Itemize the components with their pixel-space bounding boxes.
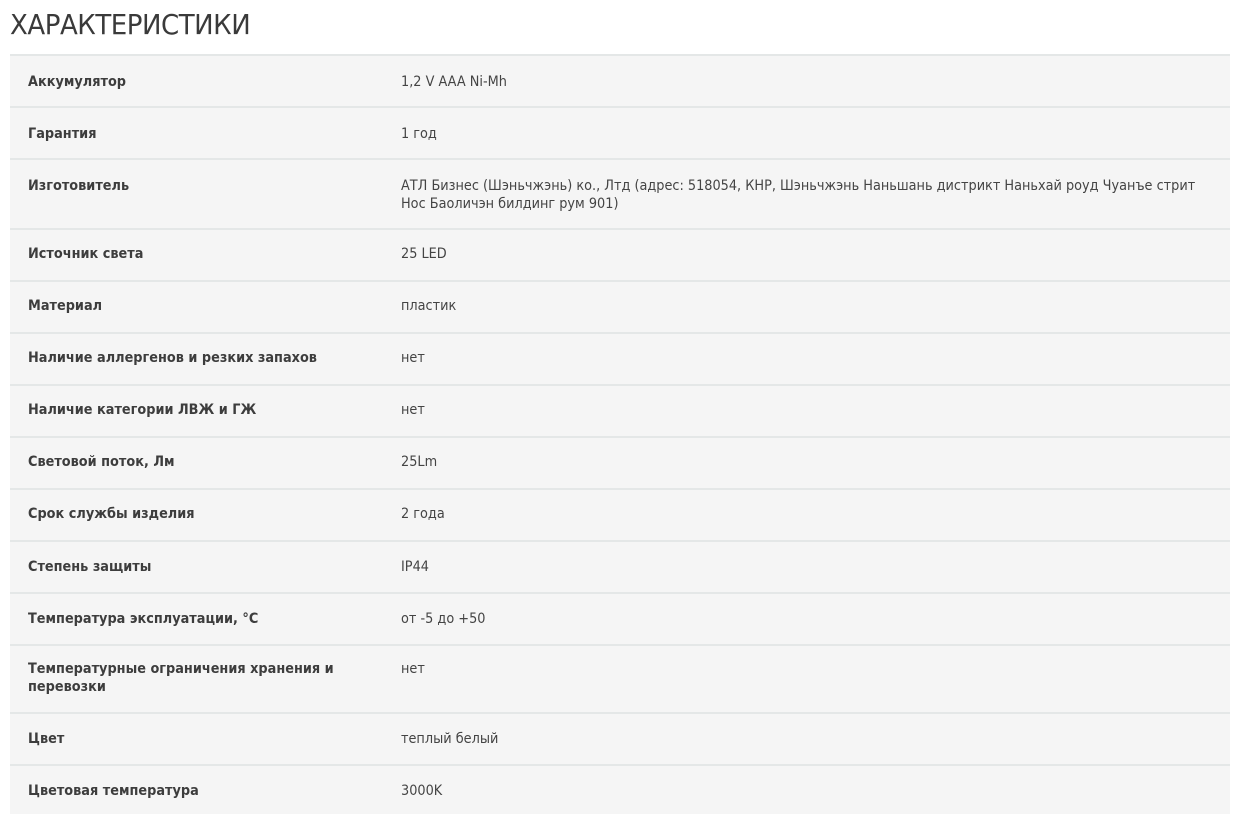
- spec-value: нет: [401, 350, 425, 366]
- spec-row-material: [10, 280, 1230, 332]
- spec-row-warranty: [10, 106, 1230, 158]
- spec-value: IP44: [401, 559, 429, 575]
- spec-row-color-temp: [10, 764, 1230, 814]
- spec-row-protection: [10, 540, 1230, 592]
- spec-row-flammable: [10, 384, 1230, 436]
- spec-row-color: [10, 712, 1230, 764]
- spec-label: Источник света: [28, 246, 144, 262]
- specs-table: [10, 54, 1230, 814]
- spec-row-luminous-flux: [10, 436, 1230, 488]
- spec-row-battery: [10, 54, 1230, 106]
- spec-value: 2 года: [401, 506, 445, 522]
- spec-label: Световой поток, Лм: [28, 454, 175, 470]
- spec-label: Температурные ограничения хранения и перевозки: [28, 661, 334, 695]
- spec-label: Гарантия: [28, 126, 97, 142]
- spec-value: пластик: [401, 298, 457, 314]
- spec-row-service-life: [10, 488, 1230, 540]
- spec-value: от -5 до +50: [401, 611, 486, 627]
- spec-label: Цветовая температура: [28, 783, 199, 799]
- spec-row-manufacturer: [10, 158, 1230, 228]
- spec-value: 25Lm: [401, 454, 438, 470]
- spec-value: АТЛ Бизнес (Шэньчжэнь) ко., Лтд (адрес: 518054, КНР, Шэньчжэнь Наньшань дистрикт Наньхай роуд Чуанъе стрит Нос Баоличэн билдинг рум 901): [401, 178, 1196, 212]
- spec-value: 1 год: [401, 126, 437, 142]
- spec-value: 1,2 V AAA Ni-Mh: [401, 74, 507, 90]
- spec-label: Степень защиты: [28, 559, 152, 575]
- spec-value: нет: [401, 661, 425, 677]
- spec-value: 25 LED: [401, 246, 447, 262]
- spec-label: Срок службы изделия: [28, 506, 195, 522]
- spec-label: Цвет: [28, 731, 65, 747]
- spec-value: нет: [401, 402, 425, 418]
- spec-label: Изготовитель: [28, 178, 130, 194]
- spec-row-operating-temp: [10, 592, 1230, 644]
- spec-label: Наличие категории ЛВЖ и ГЖ: [28, 402, 257, 418]
- spec-label: Аккумулятор: [28, 74, 127, 90]
- spec-row-light-source: [10, 228, 1230, 280]
- spec-label: Температура эксплуатации, °С: [28, 611, 259, 627]
- spec-row-allergens: [10, 332, 1230, 384]
- page-title: ХАРАКТЕРИСТИКИ: [10, 8, 251, 41]
- spec-value: 3000K: [401, 783, 443, 799]
- spec-row-storage-temp: [10, 644, 1230, 712]
- spec-label: Материал: [28, 298, 103, 314]
- spec-value: теплый белый: [401, 731, 499, 747]
- spec-label: Наличие аллергенов и резких запахов: [28, 350, 317, 366]
